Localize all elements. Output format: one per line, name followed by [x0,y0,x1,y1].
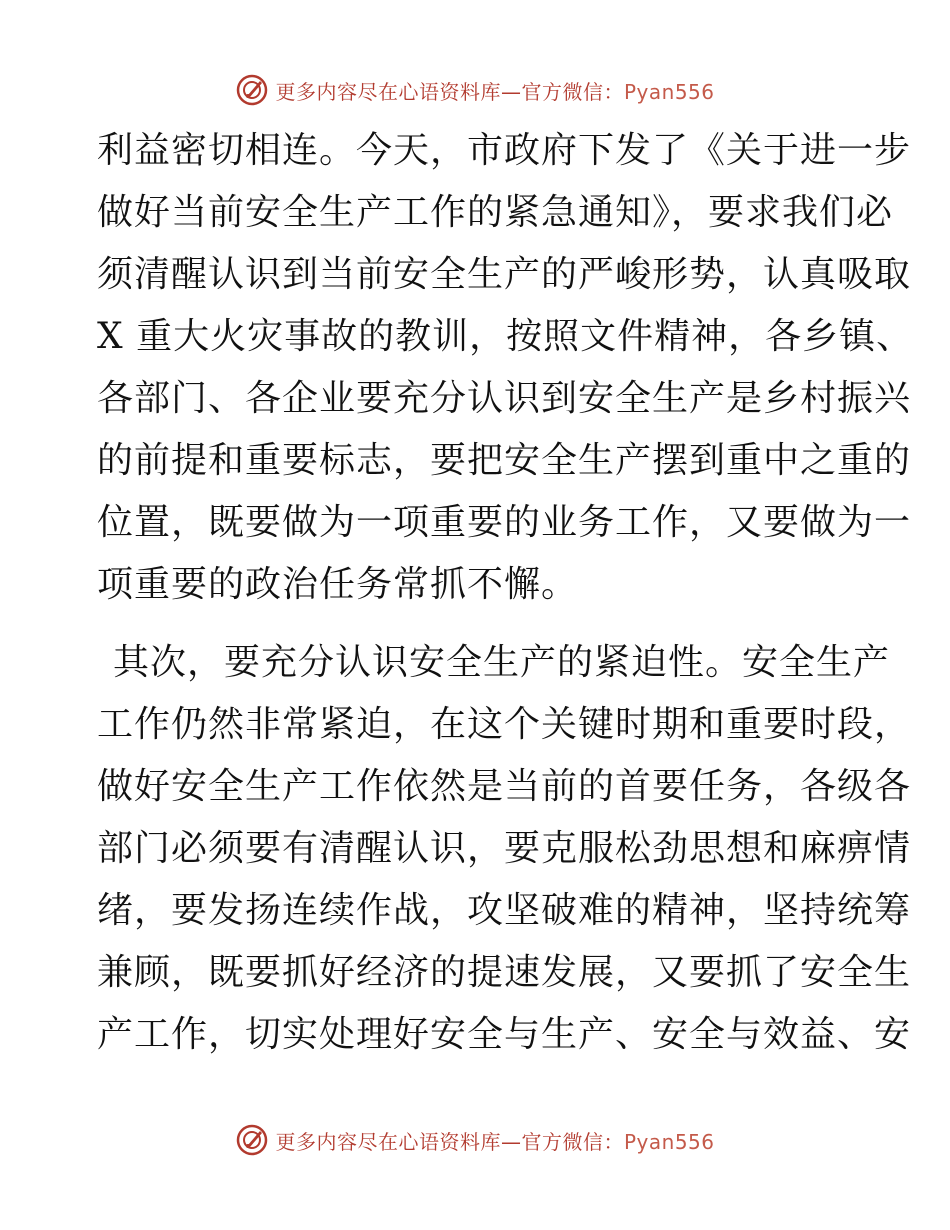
header-wechat-handle: Pyan556 [623,79,715,104]
text-line: 各部门、各企业要充分认识到安全生产是乡村振兴 [97,378,912,419]
text-line: 工作仍然非常紧迫，在这个关键时期和重要时段， [97,704,912,745]
brand-logo-icon [235,1123,269,1157]
footer-wechat-handle: Pyan556 [623,1129,715,1154]
paragraph-2 [97,632,912,1066]
text-line: 其次，要充分认识安全生产的紧迫性。安全生产 [113,642,891,683]
paragraph-spacer [97,616,857,632]
text-line: 利益密切相连。今天，市政府下发了《关于进一步 [97,130,912,171]
text-line: X 重大火灾事故的教训，按照文件精神，各乡镇、 [97,316,914,357]
text-line: 须清醒认识到当前安全生产的严峻形势，认真吸取 [97,254,912,295]
text-line: 项重要的政治任务常抓不懈。 [97,564,579,605]
text-line: 位置，既要做为一项重要的业务工作，又要做为一 [97,502,912,543]
paragraph-1 [97,120,914,616]
header-watermark [0,70,950,110]
footer-watermark-text: 更多内容尽在心语资料库—官方微信：Pyan556 [275,1129,715,1154]
header-watermark-text: 更多内容尽在心语资料库—官方微信：Pyan556 [275,79,715,104]
footer-watermark [0,1120,950,1160]
text-line: 做好安全生产工作依然是当前的首要任务，各级各 [97,766,912,807]
text-line: 绪，要发扬连续作战，攻坚破难的精神，坚持统筹 [97,890,912,931]
text-line: 的前提和重要标志，要把安全生产摆到重中之重的 [97,440,912,481]
text-line: 产工作，切实处理好安全与生产、安全与效益、安 [97,1014,912,1055]
document-body [97,120,914,1066]
text-line: 兼顾，既要抓好经济的提速发展，又要抓了安全生 [97,952,912,993]
brand-logo-icon [235,73,269,107]
text-line: 部门必须要有清醒认识，要克服松劲思想和麻痹情 [97,828,912,869]
text-line: 做好当前安全生产工作的紧急通知》，要求我们必 [97,192,894,233]
